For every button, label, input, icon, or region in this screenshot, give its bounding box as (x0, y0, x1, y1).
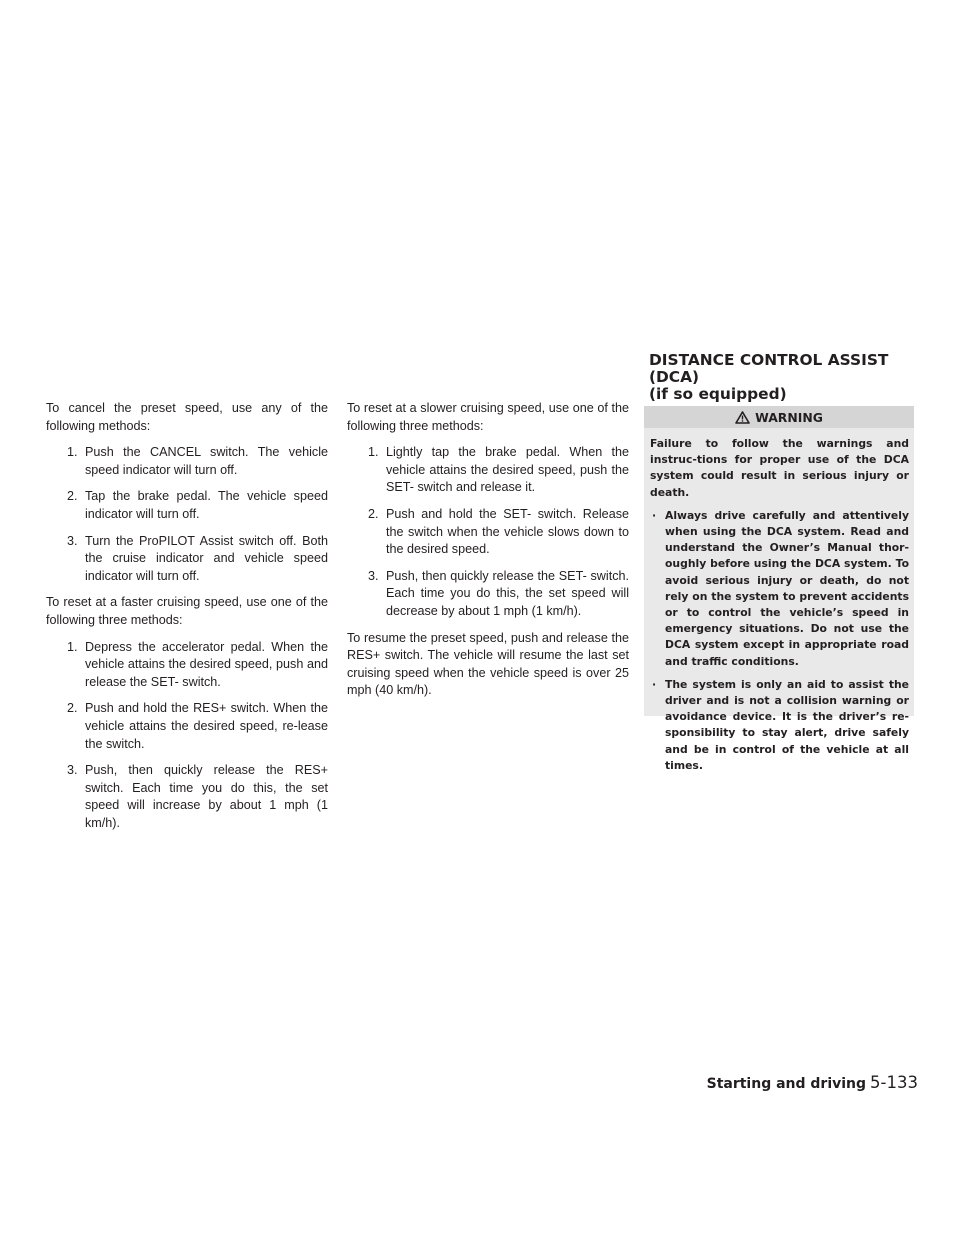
warning-bullets (650, 508, 909, 774)
section-title-line2: (if so equipped) (649, 385, 787, 403)
bullet-text: Always drive carefully and attentively when using the DCA system. Read and understand the Owner’s Manual thor-oughly before using the DCA system. To avoid serious injury or death, do not rely on the system to prevent accidents or to control the vehicle’s speed in emergency situations. Do not use the DCA system except in appropriate road and traffic conditions. (665, 508, 909, 668)
bullet-mark: · (652, 677, 657, 691)
cancel-steps-list (46, 444, 328, 585)
list-item (46, 762, 328, 832)
page-footer (707, 1073, 918, 1092)
middle-column (347, 400, 629, 709)
list-item (46, 488, 328, 523)
warning-triangle-icon (735, 411, 750, 424)
list-item (46, 533, 328, 586)
step-text: Lightly tap the brake pedal. When the vehicle attains the desired speed, push the SET- switch and release it. (386, 445, 629, 495)
step-number: 2. (67, 701, 78, 716)
step-number: 3. (67, 533, 78, 548)
step-text: Turn the ProPILOT Assist switch off. Both the cruise indicator and vehicle speed indicator will turn off. (85, 533, 328, 583)
step-text: Push the CANCEL switch. The vehicle speed indicator will turn off. (85, 445, 328, 477)
bullet-text: The system is only an aid to assist the driver and is not a collision warning or avoidance device. It is the driver’s re-sponsibility to stay alert, drive safely and be in control of the vehicle at all times. (665, 677, 909, 772)
warning-label: WARNING (755, 409, 823, 425)
step-number: 2. (67, 489, 78, 504)
step-text: Push and hold the SET- switch. Release the switch when the vehicle slows down to the desired speed. (386, 506, 629, 557)
step-number: 2. (368, 506, 379, 521)
step-number: 3. (67, 763, 78, 778)
left-column (46, 400, 328, 841)
step-text: Push, then quickly release the SET- switch. Each time you do this, the set speed will decrease by about 1 mph (1 km/h). (386, 568, 629, 618)
warning-box (644, 406, 914, 772)
resume-text: To resume the preset speed, push and release the RES+ switch. The vehicle will resume the last set cruising speed when the vehicle speed is over 25 mph (40 km/h). (347, 630, 629, 698)
slower-intro: To reset at a slower cruising speed, use one of the following three methods: (347, 401, 629, 433)
faster-steps-list (46, 639, 328, 833)
bullet-mark: · (652, 508, 657, 522)
warning-body (644, 428, 914, 774)
list-item (347, 444, 629, 497)
warning-intro: Failure to follow the warnings and instruc-tions for proper use of the DCA system could result in serious injury or death. (650, 437, 909, 499)
step-text: Tap the brake pedal. The vehicle speed indicator will turn off. (85, 489, 328, 521)
list-item (347, 568, 629, 621)
step-text: Push, then quickly release the RES+ switch. Each time you do this, the set speed will increase by about 1 mph (1 km/h). (85, 763, 328, 830)
step-number: 1. (67, 639, 78, 654)
chapter-name: Starting and driving (706, 1076, 867, 1092)
list-item (46, 444, 328, 479)
section-title-line1: DISTANCE CONTROL ASSIST (DCA) (649, 351, 889, 386)
list-item (650, 677, 909, 774)
page-number: 5-133 (870, 1073, 918, 1092)
step-number: 3. (368, 568, 379, 583)
step-number: 1. (67, 445, 78, 460)
slower-steps-list (347, 444, 629, 620)
list-item (347, 506, 629, 559)
list-item (46, 639, 328, 692)
step-text: Push and hold the RES+ switch. When the vehicle attains the desired speed, re-lease the switch. (85, 701, 328, 751)
warning-header (644, 406, 914, 428)
cancel-intro: To cancel the preset speed, use any of the following methods: (46, 401, 328, 433)
step-text: Depress the accelerator pedal. When the vehicle attains the desired speed, push and release the SET- switch. (85, 639, 328, 689)
faster-intro: To reset at a faster cruising speed, use one of the following three methods: (46, 595, 328, 627)
list-item (46, 700, 328, 753)
section-title (649, 352, 929, 403)
list-item (650, 508, 909, 670)
step-number: 1. (368, 445, 379, 460)
